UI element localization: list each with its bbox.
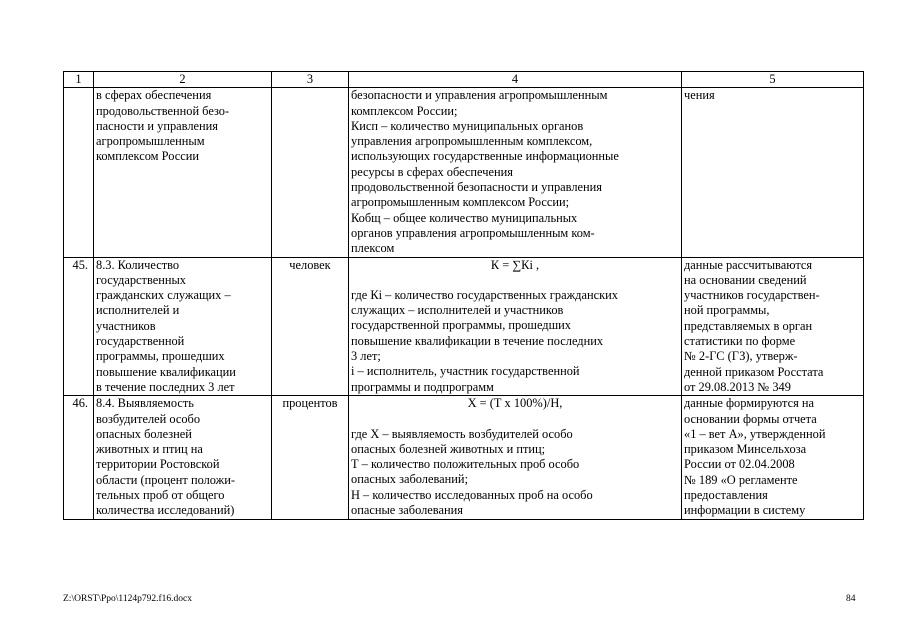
row-number-cell: 46.: [64, 396, 94, 519]
text-line: Кисп – количество муниципальных органов: [351, 118, 584, 133]
text-line: управления агропромышленным комплексом,: [351, 134, 593, 149]
text-line: использующих государственные информационные: [351, 149, 619, 164]
text-line: служащих – исполнителей и участников: [351, 303, 564, 318]
text-line: участников государствен-: [684, 288, 820, 303]
text-line: Т – количество положительных проб особо: [351, 457, 580, 472]
table-row: [64, 257, 864, 396]
row-number-cell: 45.: [64, 257, 94, 396]
text-line: ресурсы в сферах обеспечения: [351, 164, 513, 179]
text-line: органов управления агропромышленным ком-: [351, 225, 595, 240]
text-line: области (процент положи-: [96, 472, 235, 487]
text-line: i – исполнитель, участник государственной: [351, 364, 580, 379]
text-line: программы и подпрограмм: [351, 379, 494, 394]
text-line: денной приказом Росстата: [684, 364, 824, 379]
text-line: опасные заболевания: [351, 503, 463, 518]
text-line: где Х – выявляемость возбудителей особо: [351, 426, 573, 441]
text-line: гражданских служащих –: [96, 288, 231, 303]
indicator-name-cell: [94, 396, 272, 519]
text-line: на основании сведений: [684, 272, 807, 287]
method-cell: [349, 88, 682, 257]
source-cell: [682, 257, 864, 396]
text-line: повышение квалификации в течение последних: [351, 333, 604, 348]
text-line: повышение квалификации: [96, 364, 236, 379]
unit-cell: человек: [272, 257, 349, 396]
text-line: 8.4. Выявляемость: [96, 396, 194, 411]
text-line: данные формируются на: [684, 396, 815, 411]
unit-cell: [272, 88, 349, 257]
text-line: количества исследований): [96, 503, 235, 518]
header-cell: 5: [682, 72, 864, 88]
text-line: территории Ростовской: [96, 457, 220, 472]
text-line: животных и птиц на: [96, 442, 203, 457]
header-cell: 4: [349, 72, 682, 88]
text-line: программы, прошедших: [96, 349, 225, 364]
text-line: возбудителей особо: [96, 411, 201, 426]
text-line: государственной программы, прошедших: [351, 318, 571, 333]
text-line: опасных болезней животных и птиц;: [351, 441, 546, 456]
text-line: безопасности и управления агропромышленным: [351, 88, 608, 103]
indicator-name-cell: [94, 257, 272, 396]
text-line: чения: [684, 88, 715, 103]
page-number: 84: [846, 594, 856, 604]
text-line: ной программы,: [684, 303, 770, 318]
text-line: опасных заболеваний;: [351, 472, 469, 487]
text-line: от 29.08.2013 № 349: [684, 379, 791, 394]
text-line: комплексом России: [96, 149, 199, 164]
method-cell: [349, 396, 682, 519]
text-line: № 189 «О регламенте: [684, 472, 798, 487]
formula: Х = (Т х 100%)/Н,: [467, 396, 563, 411]
text-line: «1 – вет А», утвержденной: [684, 426, 826, 441]
text-line: пасности и управления: [96, 118, 218, 133]
footer-file-path: Z:\ORST\Ppo\1124p792.f16.docx: [63, 594, 192, 604]
text-line: плексом: [351, 241, 395, 256]
text-line: участников: [96, 318, 156, 333]
text-line: агропромышленным комплексом России;: [351, 195, 570, 210]
text-line: 8.3. Количество: [96, 257, 180, 272]
indicator-table: [63, 71, 864, 520]
table-header-row: [64, 72, 864, 88]
text-line: основании формы отчета: [684, 411, 817, 426]
header-cell: 3: [272, 72, 349, 88]
text-line: России от 02.04.2008: [684, 457, 795, 472]
text-line: продовольственной безопасности и управления: [351, 180, 602, 195]
indicator-name-cell: [94, 88, 272, 257]
source-cell: [682, 396, 864, 519]
text-line: где Кi – количество государственных гражданских: [351, 287, 618, 302]
text-line: № 2-ГС (ГЗ), утверж-: [684, 349, 798, 364]
row-number-cell: [64, 88, 94, 257]
text-line: Кобщ – общее количество муниципальных: [351, 210, 578, 225]
table-row: [64, 88, 864, 257]
unit-cell: процентов: [272, 396, 349, 519]
text-line: агропромышленным: [96, 134, 205, 149]
text-line: в сферах обеспечения: [96, 88, 212, 103]
method-cell: [349, 257, 682, 396]
text-line: комплексом России;: [351, 103, 458, 118]
text-line: информации в систему: [684, 503, 806, 518]
text-line: государственных: [96, 272, 187, 287]
text-line: представляемых в орган: [684, 318, 813, 333]
text-line: государственной: [96, 334, 185, 349]
text-line: Н – количество исследованных проб на особо: [351, 487, 593, 502]
text-line: опасных болезней: [96, 426, 192, 441]
header-cell: 2: [94, 72, 272, 88]
text-line: статистики по форме: [684, 334, 796, 349]
text-line: приказом Минсельхоза: [684, 442, 807, 457]
text-line: продовольственной безо-: [96, 103, 230, 118]
header-cell: 1: [64, 72, 94, 88]
table-row: [64, 396, 864, 519]
text-line: исполнителей и: [96, 303, 180, 318]
text-line: 3 лет;: [351, 349, 381, 364]
source-cell: [682, 88, 864, 257]
text-line: в течение последних 3 лет: [96, 379, 235, 394]
text-line: тельных проб от общего: [96, 488, 225, 503]
formula: К = ∑Кi ,: [490, 257, 540, 272]
text-line: данные рассчитываются: [684, 257, 813, 272]
text-line: предоставления: [684, 488, 768, 503]
